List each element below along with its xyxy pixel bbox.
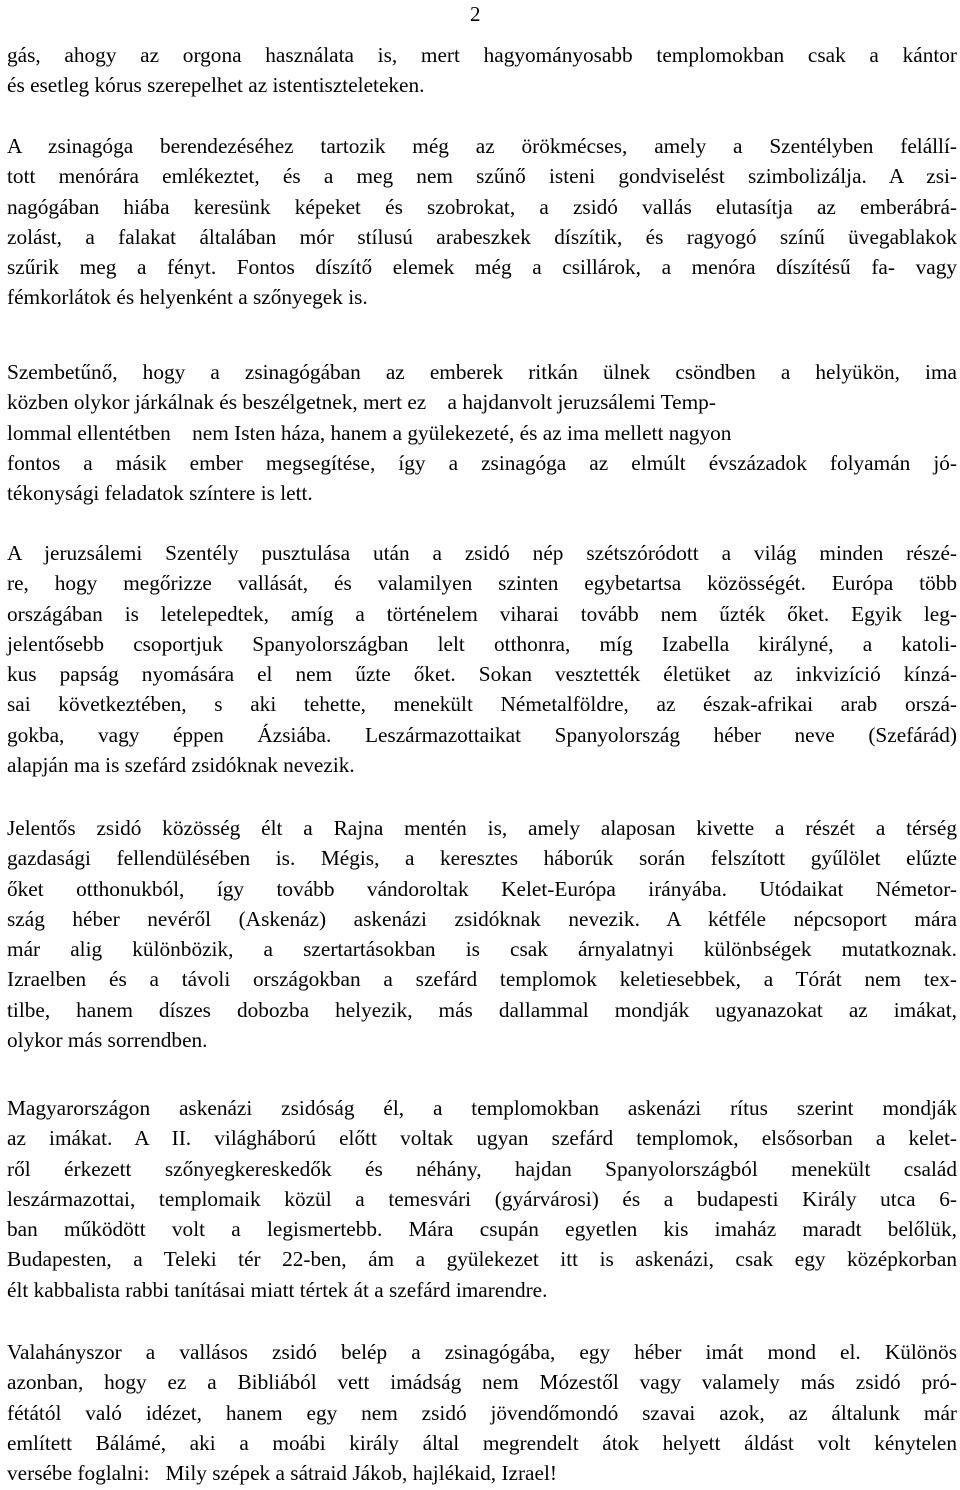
text-line: Valahányszor a vallásos zsidó belép a zsinagógába, egy héber imát mond el. Különös (7, 1340, 957, 1364)
paragraph-3 (7, 357, 957, 508)
text-line: tott menórára emlékeztet, és a meg nem szűnő isteni gondviselést szimbolizálja. A zsi- (7, 164, 957, 189)
text-line: élt kabbalista rabbi tanításai miatt tértek át a szefárd imarendre. (7, 1277, 548, 1302)
text-line: versébe foglalni: Mily szépek a sátraid Jákob, hajlékaid, Izrael! (7, 1461, 557, 1486)
text-line: olykor más sorrendben. (7, 1028, 208, 1053)
text-line: gás, ahogy az orgona használata is, mert hagyományosabb templomokban csak a kántor (7, 43, 957, 67)
text-line: A zsinagóga berendezéséhez tartozik még az örökmécses, amely a Szentélyben felállí- (7, 134, 957, 158)
text-line: fémkorlátok és helyenként a szőnyegek is. (7, 285, 368, 310)
paragraph-1 (7, 40, 957, 101)
text-line: országában is letelepedtek, amíg a történelem viharai tovább nem űzték őket. Egyik leg- (7, 601, 957, 626)
text-line: az imákat. A II. világháború előtt voltak ugyan szefárd templomok, elsősorban a kelet- (7, 1126, 957, 1151)
text-line: ről érkezett szőnyegkereskedők és néhány, hajdan Spanyolországból menekült család (7, 1156, 957, 1181)
text-line: tékonysági feladatok színtere is lett. (7, 481, 313, 506)
paragraph-5 (7, 813, 957, 1055)
text-line: őket otthonukból, így tovább vándoroltak Kelet-Európa irányába. Utódaikat Németor- (7, 876, 957, 901)
text-line: említett Bálámé, aki a moábi király által megrendelt átok helyett áldást volt kénytelen (7, 1430, 957, 1455)
text-line: és esetleg kórus szerepelhet az istentiszteleteken. (7, 73, 425, 98)
text-line: alapján ma is szefárd zsidóknak nevezik. (7, 753, 355, 778)
text-line: Szembetűnő, hogy a zsinagógában az emberek ritkán ülnek csöndben a helyükön, ima (7, 360, 957, 384)
paragraph-4 (7, 538, 957, 780)
text-line: Jelentős zsidó közösség élt a Rajna mentén is, amely alaposan kivette a részét a térség (7, 816, 957, 840)
paragraph-6 (7, 1093, 957, 1305)
text-line: gazdasági fellendülésében is. Mégis, a keresztes háborúk során felszított gyűlölet elűzte (7, 846, 957, 871)
text-line: A jeruzsálemi Szentély pusztulása után a zsidó nép szétszóródott a világ minden részé- (7, 541, 957, 565)
text-line: tilbe, hanem díszes dobozba helyezik, más dallammal mondják ugyanazokat az imákat, (7, 997, 957, 1022)
text-line: re, hogy megőrizze vallását, és valamilyen szinten egybetartsa közösségét. Európa több (7, 571, 957, 596)
text-line: sai következtében, s aki tehette, menekült Németalföldre, az észak-afrikai arab orszá- (7, 692, 957, 717)
paragraph-7 (7, 1337, 957, 1488)
text-line: azonban, hogy ez a Bibliából vett imádság nem Mózestől vagy valamely más zsidó pró- (7, 1370, 957, 1395)
text-line: leszármazottai, templomaik közül a temesvári (gyárvárosi) és a budapesti Király utca 6- (7, 1186, 957, 1211)
text-line: zolást, a falakat általában mór stílusú arabeszkek díszítik, és ragyogó színű üvegablakok (7, 224, 957, 249)
text-line: szág héber nevéről (Askenáz) askenázi zsidóknak nevezik. A kétféle népcsoport mára (7, 906, 957, 931)
text-line: fontos a másik ember megsegítése, így a zsinagóga az elmúlt évszázadok folyamán jó- (7, 450, 957, 475)
text-line: Budapesten, a Teleki tér 22-ben, ám a gyülekezet itt is askenázi, csak egy középkorban (7, 1247, 957, 1272)
text-line: közben olykor járkálnak és beszélgetnek, mert ez a hajdanvolt jeruzsálemi Temp- (7, 390, 716, 415)
text-line: már alig különbözik, a szertartásokban is csak árnyalatnyi különbségek mutatkoznak. (7, 937, 957, 962)
text-line: ban működött volt a legismertebb. Mára csupán egyetlen kis imaház maradt belőlük, (7, 1217, 957, 1242)
paragraph-2 (7, 131, 957, 313)
text-line: Izraelben és a távoli országokban a szefárd templomok keletiesebbek, a Tórát nem tex- (7, 967, 957, 992)
text-line: nagógában hiába keresünk képeket és szobrokat, a zsidó vallás elutasítja az emberábrá- (7, 194, 957, 219)
text-line: gokba, vagy éppen Ázsiába. Leszármazottaikat Spanyolország héber neve (Szefárád) (7, 722, 957, 747)
text-line: kus papság nyomására el nem űzte őket. Sokan vesztették életüket az inkvizíció kínzá- (7, 662, 957, 687)
text-line: lommal ellentétben nem Isten háza, hanem a gyülekezeté, és az ima mellett nagyon (7, 420, 732, 445)
text-line: jelentősebb csoportjuk Spanyolországban lelt otthonra, míg Izabella királyné, a katoli- (7, 631, 957, 656)
text-line: fétától való idézet, hanem egy nem zsidó jövendőmondó szavai azok, az általunk már (7, 1400, 957, 1425)
page-number: 2 (470, 2, 481, 26)
text-line: szűrik meg a fényt. Fontos díszítő elemek még a csillárok, a menóra díszítésű fa- vagy (7, 255, 957, 280)
text-line: Magyarországon askenázi zsidóság él, a templomokban askenázi rítus szerint mondják (7, 1096, 957, 1120)
